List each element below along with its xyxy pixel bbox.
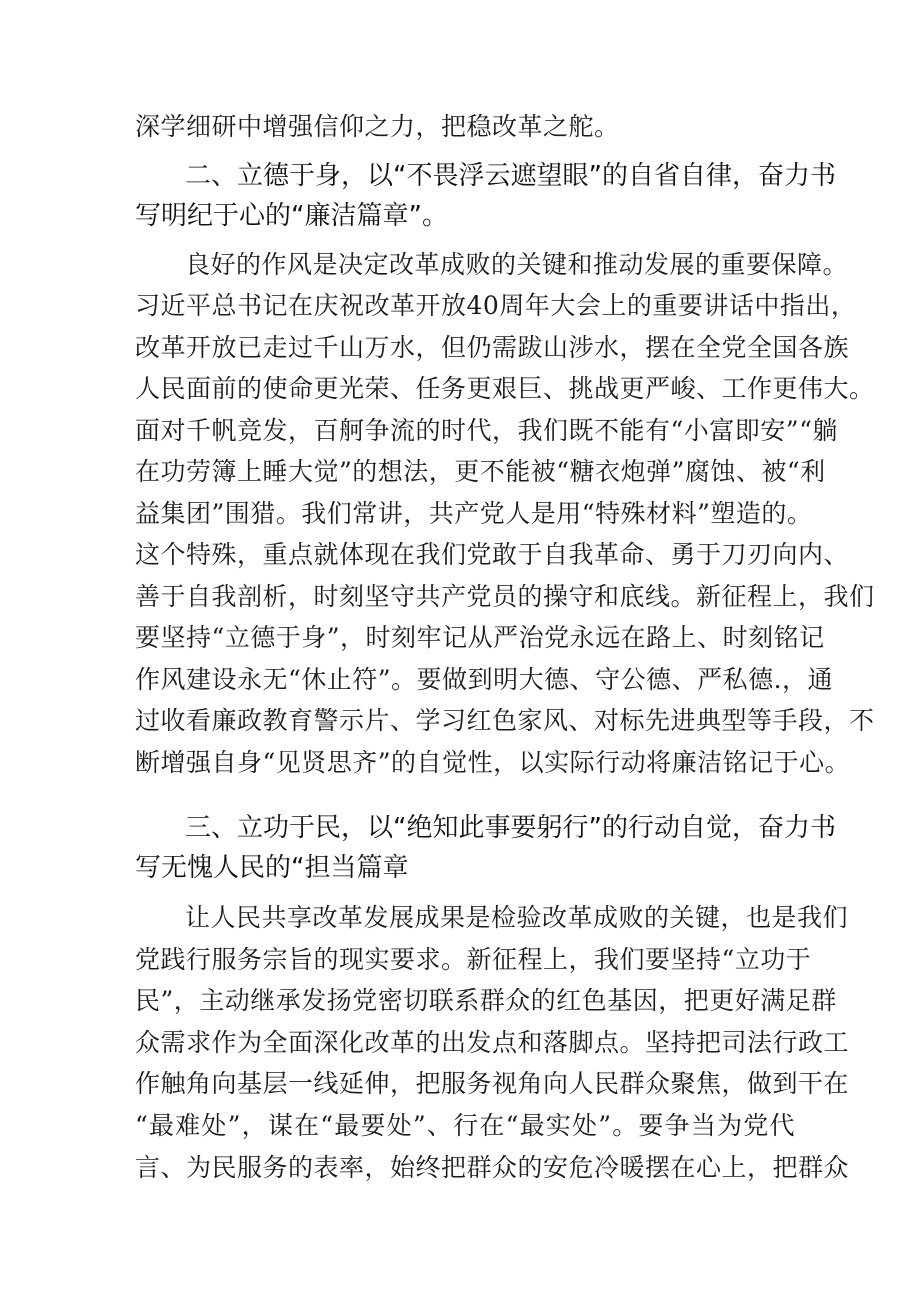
section-heading-3: 三、立功于民，以“绝知此事要躬行”的行动自觉，奋力书 — [185, 813, 836, 843]
paragraph-line: 这个特殊，重点就体现在我们党敢于自我革命、勇于刀刃向内、 — [135, 540, 850, 569]
paragraph-line: 习近平总书记在庆祝改革开放40周年大会上的重要讲话中指出， — [135, 291, 857, 320]
paragraph-line: 民”，主动继承发扬党密切联系群众的红色基因，把更好满足群 — [135, 986, 837, 1015]
paragraph-line: 众需求作为全面深化改革的出发点和落脚点。坚持把司法行政工 — [135, 1028, 850, 1057]
paragraph-line: 在功劳簿上睡大觉”的想法，更不能被“糖衣炮弹”腐蚀、被“利 — [135, 457, 826, 486]
paragraph-line: 善于自我剖析，时刻坚守共产党员的操守和底线。新征程上，我们 — [135, 582, 875, 611]
section-heading-2-cont: 写明纪于心的“廉洁篇章”。 — [135, 201, 448, 231]
paragraph-line: 良好的作风是决定改革成败的关键和推动发展的重要保障。 — [185, 250, 849, 279]
paragraph-line: 要坚持“立德于身”，时刻牢记从严治党永远在路上、时刻铭记 — [135, 623, 825, 652]
paragraph-line: 益集团”围猎。我们常讲，共产党人是用“特殊材料”塑造的。 — [135, 499, 813, 528]
paragraph-line: 党践行服务宗旨的现实要求。新征程上，我们要坚持“立功于 — [135, 945, 812, 974]
section-heading-2: 二、立德于身，以“不畏浮云遮望眼”的自省自律，奋力书 — [185, 161, 836, 191]
paragraph-line: 深学细研中增强信仰之力，把稳改革之舵。 — [135, 112, 620, 141]
paragraph-line: 作风建设永无“休止符”。要做到明大德、守公德、严私德.，通 — [135, 665, 834, 694]
paragraph-line: 人民面前的使命更光荣、任务更艰巨、挑战更严峻、工作更伟大。 — [135, 374, 875, 403]
paragraph-line: 面对千帆竞发，百舸争流的时代，我们既不能有“小富即安”“躺 — [135, 416, 838, 445]
paragraph-line: 言、为民服务的表率，始终把群众的安危冷暖摆在心上，把群众 — [135, 1153, 850, 1182]
paragraph-line: 断增强自身“见贤思齐”的自觉性，以实际行动将廉洁铭记于心。 — [135, 748, 851, 777]
paragraph-line: “最难处”，谋在“最要处”、行在“最实处”。要争当为党代 — [135, 1111, 795, 1140]
paragraph-line: 让人民共享改革发展成果是检验改革成败的关键，也是我们 — [185, 903, 849, 932]
paragraph-line: 作触角向基层一线延伸，把服务视角向人民群众聚焦，做到干在 — [135, 1069, 850, 1098]
paragraph-line: 改革开放已走过千山万水，但仍需跋山涉水，摆在全党全国各族 — [135, 333, 850, 362]
section-heading-3-cont: 写无愧人民的“担当篇章 — [135, 853, 409, 883]
paragraph-line: 过收看廉政教育警示片、学习红色家风、对标先进典型等手段，不 — [135, 706, 875, 735]
